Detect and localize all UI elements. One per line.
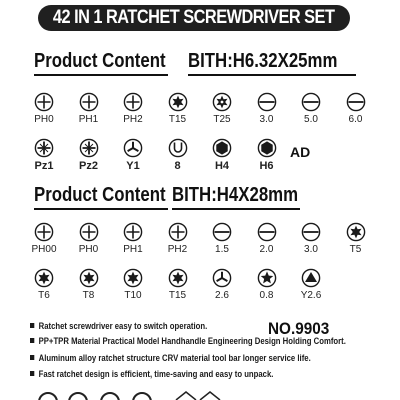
bit-item (202, 268, 242, 310)
bit-label: T15 (168, 290, 187, 301)
title-banner (38, 5, 350, 31)
note-item: Ratchet screwdriver easy to switch operation. (30, 321, 207, 335)
bit-label: T6 (38, 290, 50, 301)
torx-icon (123, 268, 143, 288)
bit-label: 2.0 (259, 244, 274, 255)
bit-item (158, 268, 198, 310)
section1-spec: BITH:H6.32X25mm (188, 50, 338, 72)
bit-label: Y1 (126, 160, 140, 172)
slotted-icon (257, 92, 277, 112)
bit-item (202, 222, 242, 264)
bullet-icon (30, 323, 34, 328)
bit-item (247, 138, 287, 180)
torx-icon (79, 268, 99, 288)
bit-item (291, 222, 331, 264)
bit-item (158, 92, 198, 134)
bit-item (336, 92, 376, 134)
bit-label: 5.0 (304, 114, 318, 125)
bit-label: T8 (82, 290, 95, 301)
bit-label: PH1 (123, 244, 143, 255)
bit-item (24, 138, 64, 180)
bit-item (69, 138, 109, 180)
phillips-icon (168, 222, 188, 242)
bit-label: PH0 (34, 114, 54, 125)
phillips-icon (123, 222, 143, 242)
cropped-bottom-graphics (0, 388, 400, 400)
bit-label: 1.5 (215, 244, 229, 255)
bit-item (69, 268, 109, 310)
section1-heading: Product Content (34, 50, 166, 72)
bit-item (336, 222, 376, 264)
page-title: 42 IN 1 RATCHET SCREWDRIVER SET (53, 7, 335, 28)
bit-item (202, 92, 242, 134)
slotted-icon (301, 222, 321, 242)
bit-label: PH00 (31, 244, 57, 255)
pentalobe-icon (257, 268, 277, 288)
bullet-icon (30, 371, 34, 376)
bit-item (113, 138, 153, 180)
phillips-icon (79, 222, 99, 242)
section2-spec: BITH:H4X28mm (172, 184, 299, 206)
hex-icon (257, 138, 277, 158)
bullet-icon (30, 338, 34, 343)
slotted-icon (257, 222, 277, 242)
bit-label: 3.0 (304, 244, 318, 255)
section2-heading-underline (34, 208, 168, 210)
note-item: PP+TPR Material Practical Model Handhandle Engineering Design Holding Comfort. (30, 336, 346, 350)
model-code: NO.9903 (268, 319, 330, 338)
torx-icon (168, 92, 188, 112)
slotted-icon (301, 92, 321, 112)
bullet-icon (30, 355, 34, 360)
tri-wing-icon (212, 268, 232, 288)
bit-label: 0.8 (259, 290, 274, 301)
bit-label: Pz1 (34, 160, 54, 172)
bit-item (69, 222, 109, 264)
bit-label: T15 (168, 114, 187, 125)
bit-label: 3.0 (259, 114, 274, 125)
bit-item (24, 222, 64, 264)
phillips-icon (34, 222, 54, 242)
ad-label: AD (290, 144, 311, 160)
slotted-icon (212, 222, 232, 242)
bit-label: PH2 (123, 114, 143, 125)
bit-label: T25 (213, 114, 231, 125)
torx-icon (34, 268, 54, 288)
pozidriv-icon (79, 138, 99, 158)
bit-label: 8 (174, 160, 181, 172)
bit-label: 6.0 (348, 114, 363, 125)
torx-security-icon (212, 92, 232, 112)
tri-wing-icon (123, 138, 143, 158)
hex-icon (212, 138, 232, 158)
slotted-icon (346, 92, 366, 112)
pozidriv-icon (34, 138, 54, 158)
spanner-icon (168, 138, 188, 158)
phillips-icon (123, 92, 143, 112)
bit-item (113, 92, 153, 134)
bit-item (69, 92, 109, 134)
section2-heading: Product Content (34, 184, 166, 206)
bit-item (202, 138, 242, 180)
bit-label: H6 (259, 160, 274, 172)
bit-label: T5 (349, 244, 362, 255)
bit-item (247, 268, 287, 310)
bit-label: PH1 (78, 114, 99, 125)
bit-label: H4 (214, 160, 230, 172)
bit-item (247, 222, 287, 264)
bit-label: T10 (124, 290, 142, 301)
tri-point-icon (301, 268, 321, 288)
bit-item (113, 268, 153, 310)
bit-item (24, 92, 64, 134)
bit-item (158, 222, 198, 264)
note-item: Fast ratchet design is efficient, time-saving and easy to unpack. (30, 369, 273, 383)
bit-item (113, 222, 153, 264)
torx-icon (346, 222, 366, 242)
bit-label: PH0 (78, 244, 99, 255)
bit-item (24, 268, 64, 310)
bit-label: PH2 (167, 244, 188, 255)
bit-label: Pz2 (79, 160, 98, 172)
note-item: Aluminum alloy ratchet structure CRV material tool bar longer service life. (30, 353, 311, 367)
bit-label: Y2.6 (300, 290, 322, 301)
bit-item (291, 268, 331, 310)
bit-label: 2.6 (215, 290, 229, 301)
torx-icon (168, 268, 188, 288)
section1-heading-underline (34, 74, 168, 76)
section1-spec-underline (188, 74, 356, 76)
bit-item (158, 138, 198, 180)
bit-item (247, 92, 287, 134)
phillips-icon (34, 92, 54, 112)
phillips-icon (79, 92, 99, 112)
bit-item (291, 92, 331, 134)
section2-spec-underline (172, 208, 300, 210)
